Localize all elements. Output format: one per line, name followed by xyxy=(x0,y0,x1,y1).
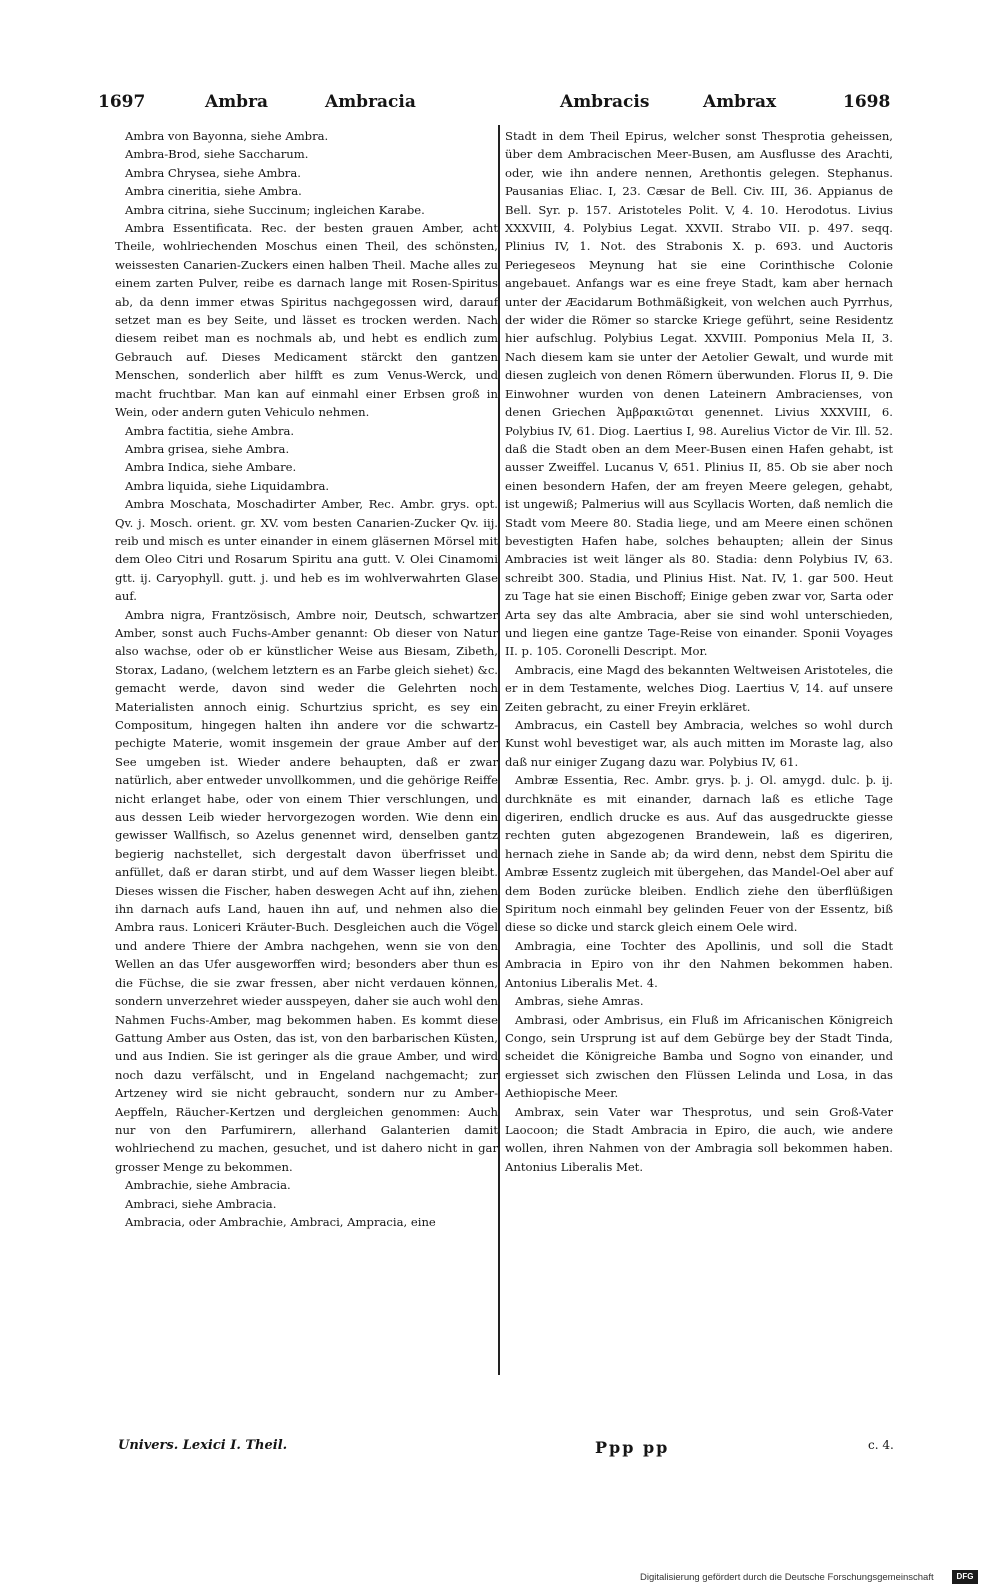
entry-ambra-indica: Ambra Indica, siehe Ambare. xyxy=(125,460,297,475)
entry-ambrae-essentia: Ambræ Essentia, Rec. Ambr. grys. þ. j. Ol. amygd. dulc. þ. ij. durchknäte es mit einander, darnach laß es etliche Tage digeriren, endlich drucke es aus. Auf das ausgedruckte giesse rechten guten abgezogenen Brandewein, laß es digeriren, hernach ziehe in Sande ab; da wird denn, nebst dem Spiritu die Ambræ Essentz zugleich mit übergehen, das Mandel-Oel aber auf dem Boden zurücke bleiben. Endlich ziehe den überflüßigen Spiritum noch einmahl bey gelinden Feuer von der Essentz, biß diese so dicke und starck gleich einem Oele wird. xyxy=(505,773,893,935)
column-divider xyxy=(498,125,500,1375)
entry-ambrachie: Ambrachie, siehe Ambracia. xyxy=(125,1178,291,1193)
dfg-logo-icon: DFG xyxy=(952,1570,978,1584)
entry-ambra-factitia: Ambra factitia, siehe Ambra. xyxy=(125,423,295,438)
entry-ambra-brod: Ambra-Brod, siehe Saccharum. xyxy=(125,147,309,162)
entry-ambras: Ambras, siehe Amras. xyxy=(515,994,644,1009)
entry-ambra-grisea: Ambra grisea, siehe Ambra. xyxy=(125,441,290,456)
signature-mark: Ppp pp xyxy=(595,1438,670,1457)
running-head-ambracis: Ambracis xyxy=(560,92,650,112)
left-column xyxy=(115,127,498,1231)
page-number-right: 1698 xyxy=(843,92,891,112)
entry-ambra-citrina: Ambra citrina, siehe Succinum; ingleichen Karabe. xyxy=(125,202,425,217)
entry-ambra-moschata: Ambra Moschata, Moschadirter Amber, Rec. Ambr. grys. opt. Qv. j. Mosch. orient. gr. XV. vom besten Canarien-Zucker Qv. iij. reib und misch es unter einander in einem gläsernen Mörsel mit dem Oleo Citri und Rosarum Spiritu ana gutt. V. Olei Cinamomi gtt. ij. Caryophyll. gutt. j. und heb es im wohlverwahrten Glase auf. xyxy=(115,497,498,604)
page-number-left: 1697 xyxy=(98,92,146,112)
entry-ambra-cineritia: Ambra cineritia, siehe Ambra. xyxy=(125,184,302,199)
running-head-ambrax: Ambrax xyxy=(703,92,777,112)
entry-ambrasi: Ambrasi, oder Ambrisus, ein Fluß im Africanischen Königreich Congo, sein Ursprung ist auf dem Gebürge bey der Stadt Tinda, scheidet die Königreiche Bamba und Sogno von einander, und ergiesset sich zwischen den Flüssen Lelinda und Losa, in das Aethiopische Meer. xyxy=(505,1012,893,1101)
entry-ambra-essentificata: Ambra Essentificata. Rec. der besten grauen Amber, acht Theile, wohlriechenden Moschus einen Theil, des schönsten, weissesten Canarien-Zuckers einen halben Theil. Mache alles zu einem zarten Pulver, reibe es darnach lange mit Rosen-Spiritus ab, da denn immer etwas Spiritus nachgegossen wird, darauf setzet man es bey Seite, und lässet es trocken werden. Nach diesem reibet man es nochmals ab, und hebt es endlich zum Gebrauch auf. Dieses Medicament stärckt den gantzen Menschen, sonderlich aber hilfft es zum Venus-Werck, und macht fruchtbar. Man kan auf einmahl einer Erbsen groß in Wein, oder andern guten Vehiculo nehmen. xyxy=(115,221,498,420)
digitization-credit: Digitalisierung gefördert durch die Deutsche Forschungsgemeinschaft xyxy=(640,1572,934,1583)
entry-ambracus: Ambracus, ein Castell bey Ambracia, welches so wohl durch Kunst wohl bevestiget war, als auch mitten im Moraste lag, also daß nur einiger Zugang dazu war. Polybius IV, 61. xyxy=(505,718,893,769)
entry-ambrax: Ambrax, sein Vater war Thesprotus, und sein Groß-Vater Laocoon; die Stadt Ambracia in Epiro, die auch, wie andere wollen, ihren Nahmen von der Ambragia soll bekommen haben. Antonius Liberalis Met. xyxy=(505,1104,893,1174)
entry-ambracia-continued: Stadt in dem Theil Epirus, welcher sonst Thesprotia geheissen, über dem Ambracischen Meer-Busen, am Ausflusse des Arachti, oder, wie ihn andere nennen, Arethontis gelegen. Stephanus. Pausanias Eliac. I, 23. Cæsar de Bell. Civ. III, 36. Appianus de Bell. Syr. p. 157. Aristoteles Polit. V, 4. 10. Herodotus. Livius XXXVIII, 4. Polybius Legat. XXVII. Strabo VII. p. 497. seqq. Plinius IV, 1. Not. des Strabonis X. p. 693. und Auctoris Periegeseos Meynung hat sie eine Corinthische Colonie angebauet. Anfangs war es eine freye Stadt, kam aber hernach unter der Æacidarum Bothmäßigkeit, von welchen auch Pyrrhus, der wider die Römer so starcke Kriege geführt, seine Residentz hier aufschlug. Polybius Legat. XXVIII. Pomponius Mela II, 3. Nach diesem kam sie unter der Aetolier Gewalt, und wurde mit diesen zugleich von denen Römern überwunden. Florus II, 9. Die Einwohner wurden von denen Lateinern Ambracienses, von denen Griechen Ἀμβρακιῶται genennet. Livius XXXVIII, 6. Polybius IV, 61. Diog. Laertius I, 98. Aurelius Victor de Vir. Ill. 52. daß die Stadt oben an dem Meer-Busen einen Hafen gehabt, ist ausser Zweiffel. Lucanus V, 651. Plinius II, 85. Ob sie aber noch einen besondern Hafen, der am freyen Meere gelegen, gehabt, ist ungewiß; Palmerius will aus Scyllacis Worten, daß nemlich die Stadt vom Meere 80. Stadia liege, und am Meere einen schönen bevestigten Hafen habe, solches behaupten; allein der Sinus Ambracies ist weit länger als 80. Stadia: denn Polybius IV, 63. schreibt 300. Stadia, und Plinius Hist. Nat. IV, 1. gar 500. Heut zu Tage hat sie einen Bischoff; Einige geben zwar vor, Sarta oder Arta sey das alte Ambracia, aber sie sind wohl unterschieden, und liegen eine gantze Tage-Reise von einander. Sponii Voyages II. p. 105. Coronelli Descript. Mor. xyxy=(505,129,893,659)
entry-ambragia: Ambragia, eine Tochter des Apollinis, und soll die Stadt Ambracia in Epiro von ihr den Nahmen bekommen haben. Antonius Liberalis Met. 4. xyxy=(505,938,893,990)
running-head-ambracia: Ambracia xyxy=(325,92,416,112)
signature-title: Univers. Lexici I. Theil. xyxy=(118,1438,288,1453)
entry-ambracis: Ambracis, eine Magd des bekannten Weltweisen Aristoteles, die er in dem Testamente, welches Diog. Laertius V, 14. auf unsere Zeiten gebracht, zu einer Freyin erkläret. xyxy=(505,662,893,714)
entry-ambra-nigra: Ambra nigra, Frantzösisch, Ambre noir, Deutsch, schwartzer Amber, sonst auch Fuchs-Amber genannt: Ob dieser von Natur also wachse, oder ob er künstlicher Weise aus Biesam, Zibeth, Storax, Ladano, (welchem letztern es an Farbe gleich siehet) &c. gemacht werde, davon sind weder die Gelehrten noch Materialisten annoch einig. Schurtzius spricht, es sey ein Compositum, hingegen halten ihn andere vor die schwartz-pechigte Materie, womit insgemein der graue Amber auf der See umgeben ist. Wieder andere behaupten, daß er zwar natürlich, aber entweder unvollkommen, und die gehörige Reiffe nicht erlanget habe, oder von einem Thier verschlungen, und aus dessen Leib wieder hervorgezogen worden. Wie denn ein gewisser Wallfisch, so Azelus genennet wird, denselben gantz begierig nachstellet, sich dergestalt davon überfrisset und anfüllet, daß er daran stirbt, und auf dem Wasser liegen bleibt. Dieses wissen die Fischer, haben deswegen Acht auf ihn, ziehen ihn darnach aufs Land, hauen ihn auf, und nehmen also die Ambra raus. Loniceri Kräuter-Buch. Desgleichen auch die Vögel und andere Thiere der Ambra nachgehen, wenn sie von den Wellen an das Ufer ausgeworffen wird; besonders aber thun es die Füchse, die sie zwar fressen, aber nicht verdauen können, sondern unverzehret wieder ausspeyen, daher sie auch wohl den Nahmen Fuchs-Amber, mag bekommen haben. Es kommt diese Gattung Amber aus Osten, das ist, von den barbarischen Küsten, und aus Indien. Sie ist geringer als die graue Amber, und wird noch dazu verfälscht, und in Engeland nachgemacht; zur Artzeney wird sie nicht gebraucht, sondern nur zu Amber-Aepffeln, Räucher-Kertzen und dergleichen genommen: Auch nur von den Parfumirern, allerhand Galanterien damit wohlriechend zu machen, gesuchet, und ist dahero nicht in gar grosser Menge zu bekommen. xyxy=(115,607,498,1174)
running-head-ambra: Ambra xyxy=(205,92,269,112)
right-column xyxy=(505,127,893,1176)
entry-ambracia: Ambracia, oder Ambrachie, Ambraci, Ampracia, eine xyxy=(125,1214,436,1229)
catchword: c. 4. xyxy=(868,1438,894,1452)
entry-ambra-liquida: Ambra liquida, siehe Liquidambra. xyxy=(125,478,330,493)
entry-ambra-bayonna: Ambra von Bayonna, siehe Ambra. xyxy=(125,129,329,143)
entry-ambra-chrysea: Ambra Chrysea, siehe Ambra. xyxy=(125,165,301,180)
entry-ambraci: Ambraci, siehe Ambracia. xyxy=(125,1196,277,1211)
